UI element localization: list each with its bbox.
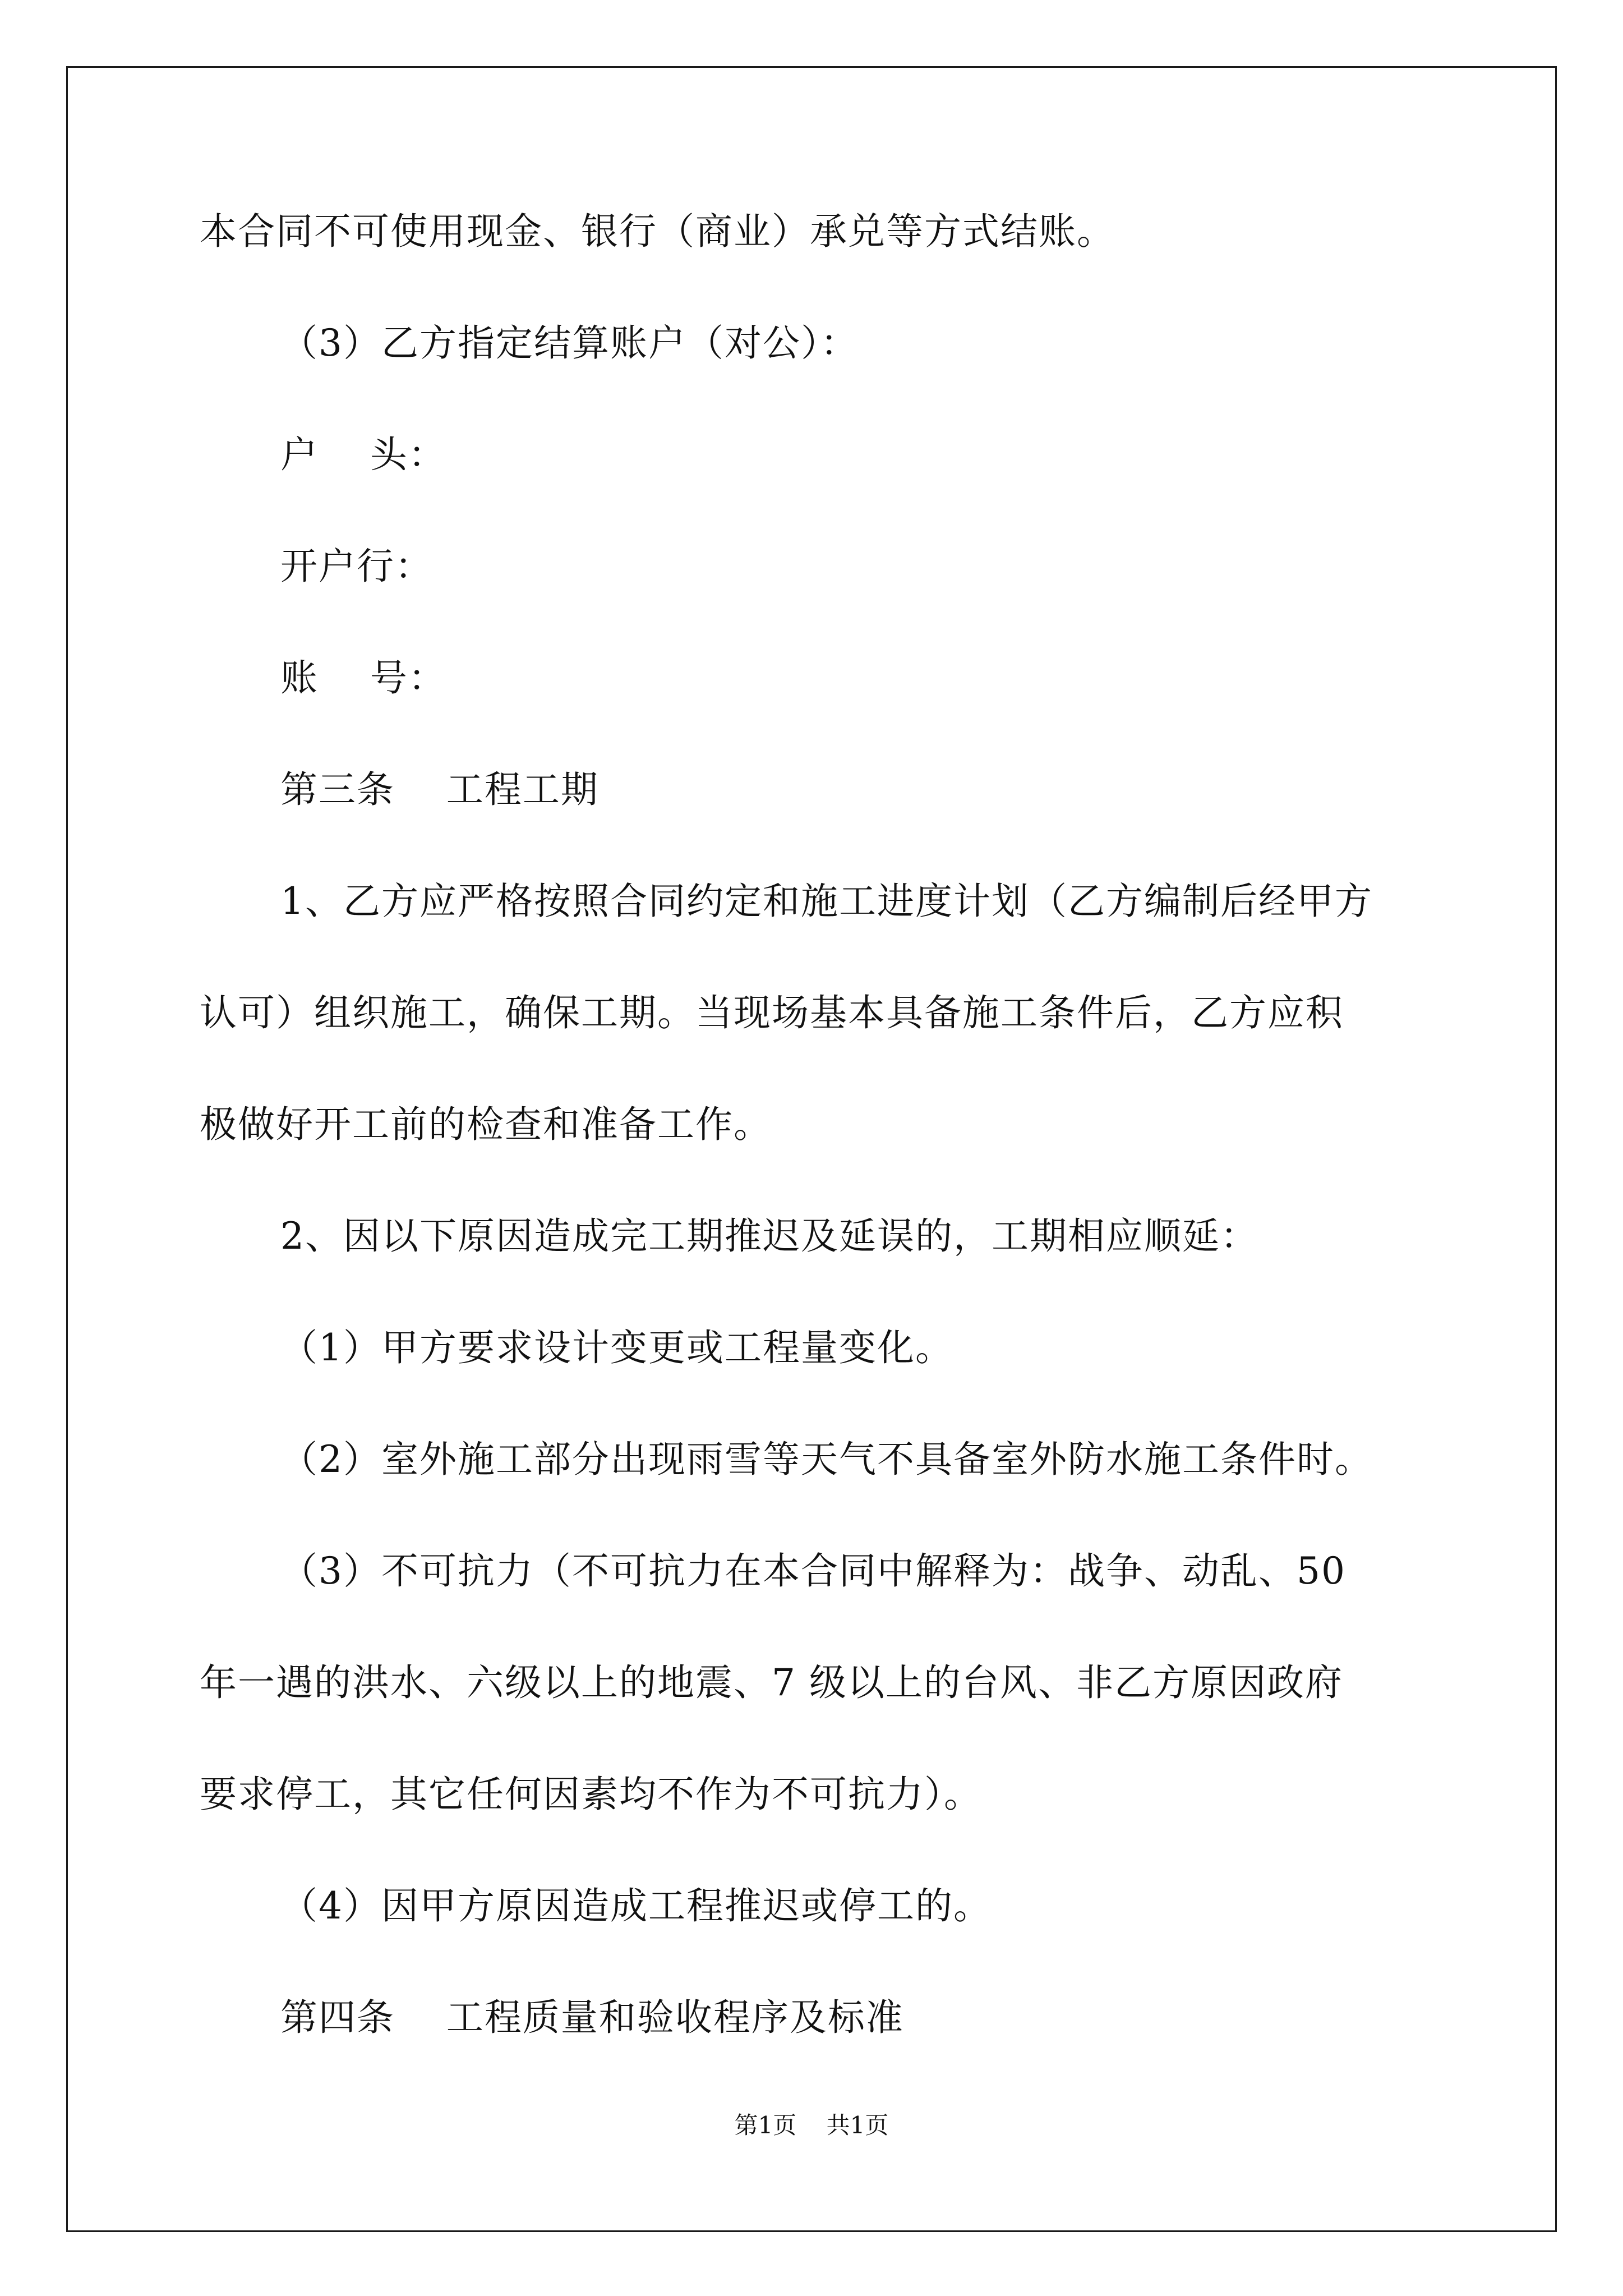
page-footer: 第1页 共1页 xyxy=(734,2111,889,2139)
text-line: 账 号： xyxy=(280,656,446,700)
text-line: 要求停工，其它任何因素均不作为不可抗力）。 xyxy=(200,1773,982,1816)
section-heading: 第四条 工程质量和验收程序及标准 xyxy=(280,1996,904,2039)
text-line: 极做好开工前的检查和准备工作。 xyxy=(200,1103,772,1146)
text-line: （1）甲方要求设计变更或工程量变化。 xyxy=(280,1326,953,1369)
text-line: （4）因甲方原因造成工程推迟或停工的。 xyxy=(280,1884,992,1927)
text-line: 1、乙方应严格按照合同约定和施工进度计划（乙方编制后经甲方 xyxy=(280,880,1373,923)
text-line: （3）不可抗力（不可抗力在本合同中解释为：战争、动乱、50 xyxy=(280,1549,1346,1593)
section-heading: 第三条 工程工期 xyxy=(280,768,599,811)
text-line: （2）室外施工部分出现雨雪等天气不具备室外防水施工条件时。 xyxy=(280,1438,1373,1481)
text-line: 2、因以下原因造成完工期推迟及延误的，工期相应顺延： xyxy=(280,1214,1258,1258)
text-line: （3）乙方指定结算账户（对公）： xyxy=(280,321,859,365)
document-body xyxy=(200,210,1433,2111)
text-line: 年一遇的洪水、六级以上的地震、7 级以上的台风、非乙方原因政府 xyxy=(200,1661,1343,1704)
text-line: 开户行： xyxy=(280,545,433,588)
text-line: 认可）组织施工，确保工期。当现场基本具备施工条件后，乙方应积 xyxy=(200,991,1344,1034)
text-line: 户 头： xyxy=(280,433,446,476)
text-line: 本合同不可使用现金、银行（商业）承兑等方式结账。 xyxy=(200,210,1115,253)
